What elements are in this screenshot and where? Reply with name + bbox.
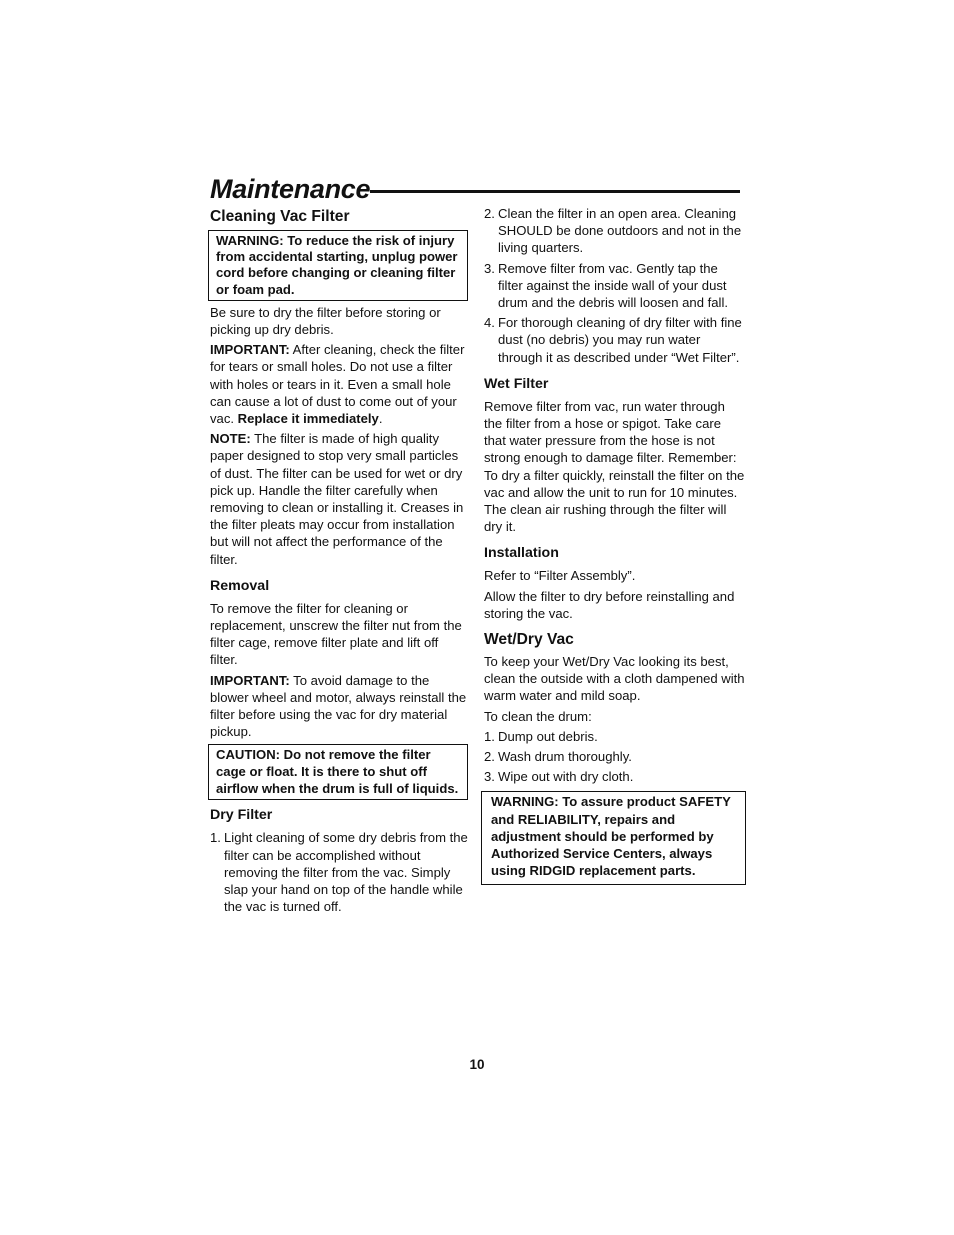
page-number: 10 [469, 1057, 485, 1072]
note-text: The filter is made of high quality paper designed to stop very small particles of dust. The filter can be used for wet or dry pick up. Handle the filter carefully when removing to clean or installing it. Creases in the filter pleats may occur from installation but will not affect the performance of the filter. [210, 431, 464, 567]
removal-important-label: IMPORTANT: [210, 672, 290, 688]
removal-important-text: To avoid damage to the blower wheel and motor, always reinstall the filter before using the vac for dry material pickup. [210, 672, 467, 740]
list-item [484, 205, 746, 257]
wet-filter-paragraph: Remove filter from vac, run water through the filter from a hose or spigot. Take care that water pressure from the hose is not strong enough to damage filter. Remember: To dry a filter quickly, reinstall the filter on the vac and allow the unit to run for 10 minutes. The clean air rushing through the filter will dry it. [484, 398, 745, 535]
note-paragraph [210, 430, 468, 568]
drum-intro: To clean the drum: [484, 708, 592, 724]
step-text: Wash drum thoroughly. [498, 749, 632, 765]
title-row [210, 174, 742, 208]
warning-box-service: WARNING: To assure product SAFETY and RELIABILITY, repairs and adjustment should be performed by Authorized Service Centers, always using RIDGID replacement parts. [481, 791, 746, 884]
important-emphasis: Replace it immediately [237, 411, 379, 427]
step-text: Light cleaning of some dry debris from the filter can be accomplished without removing the filter from the vac. Simply slap your hand on top of the handle while the vac is turned off. [224, 830, 468, 915]
list-item [484, 748, 746, 765]
step-text: Clean the filter in an open area. Cleaning SHOULD be done outdoors and not in the living quarters. [498, 206, 742, 256]
step-text: Wipe out with dry cloth. [498, 769, 634, 785]
removal-important-paragraph [210, 672, 468, 741]
wet-dry-vac-paragraph: To keep your Wet/Dry Vac looking its best, clean the outside with a cloth dampened with warm water and mild soap. [484, 654, 745, 704]
caution-box: CAUTION: Do not remove the filter cage or float. It is there to shut off airflow when the drum is full of liquids. [208, 744, 468, 800]
section-heading-cleaning-vac-filter: Cleaning Vac Filter [210, 208, 350, 225]
left-column [210, 205, 468, 919]
step-text: For thorough cleaning of dry filter with fine dust (no debris) you may run water through it as described under “Wet Filter”. [498, 315, 742, 365]
page-title: Maintenance [210, 174, 371, 204]
removal-paragraph: To remove the filter for cleaning or replacement, unscrew the filter nut from the filter cage, remove filter plate and lift off filter. [210, 600, 462, 668]
right-column [484, 205, 746, 885]
list-item [484, 314, 746, 366]
title-rule [370, 190, 740, 193]
important-end: . [378, 411, 383, 427]
subheading-dry-filter: Dry Filter [210, 807, 273, 824]
step-text: Remove filter from vac. Gently tap the filter against the inside wall of your dust drum and the debris will loosen and fall. [498, 260, 728, 311]
important-text: After cleaning, check the filter for tears or small holes. Do not use a filter with holes or tears in it. Even a small hole can cause a lot of dust to come out of your vac. [210, 342, 465, 427]
note-label: NOTE: [210, 431, 251, 447]
installation-paragraph-1: Refer to “Filter Assembly”. [484, 568, 636, 584]
important-paragraph [210, 341, 468, 427]
step-number: 1. [210, 830, 221, 846]
dry-filter-steps-left [210, 829, 468, 915]
installation-paragraph-2: Allow the filter to dry before reinstalling and storing the vac. [484, 588, 735, 621]
list-item [210, 829, 468, 915]
list-item [484, 768, 746, 785]
subheading-removal: Removal [210, 577, 270, 594]
section-heading-wet-dry-vac: Wet/Dry Vac [484, 631, 574, 649]
important-label: IMPORTANT: [210, 342, 290, 358]
list-item [484, 728, 746, 745]
subheading-wet-filter: Wet Filter [484, 375, 549, 392]
step-number: 3. [484, 260, 495, 276]
step-number: 3. [484, 769, 495, 785]
drum-steps [484, 728, 746, 786]
list-item [484, 260, 746, 312]
intro-paragraph: Be sure to dry the filter before storing or picking up dry debris. [210, 304, 441, 338]
step-number: 1. [484, 728, 495, 744]
subheading-installation: Installation [484, 545, 559, 562]
step-text: Dump out debris. [498, 728, 598, 744]
dry-filter-steps-right [484, 205, 746, 366]
step-number: 4. [484, 315, 495, 331]
step-number: 2. [484, 206, 495, 221]
step-number: 2. [484, 749, 495, 765]
warning-box-unplug: WARNING: To reduce the risk of injury from accidental starting, unplug power cord before changing or cleaning filter or foam pad. [208, 230, 468, 301]
